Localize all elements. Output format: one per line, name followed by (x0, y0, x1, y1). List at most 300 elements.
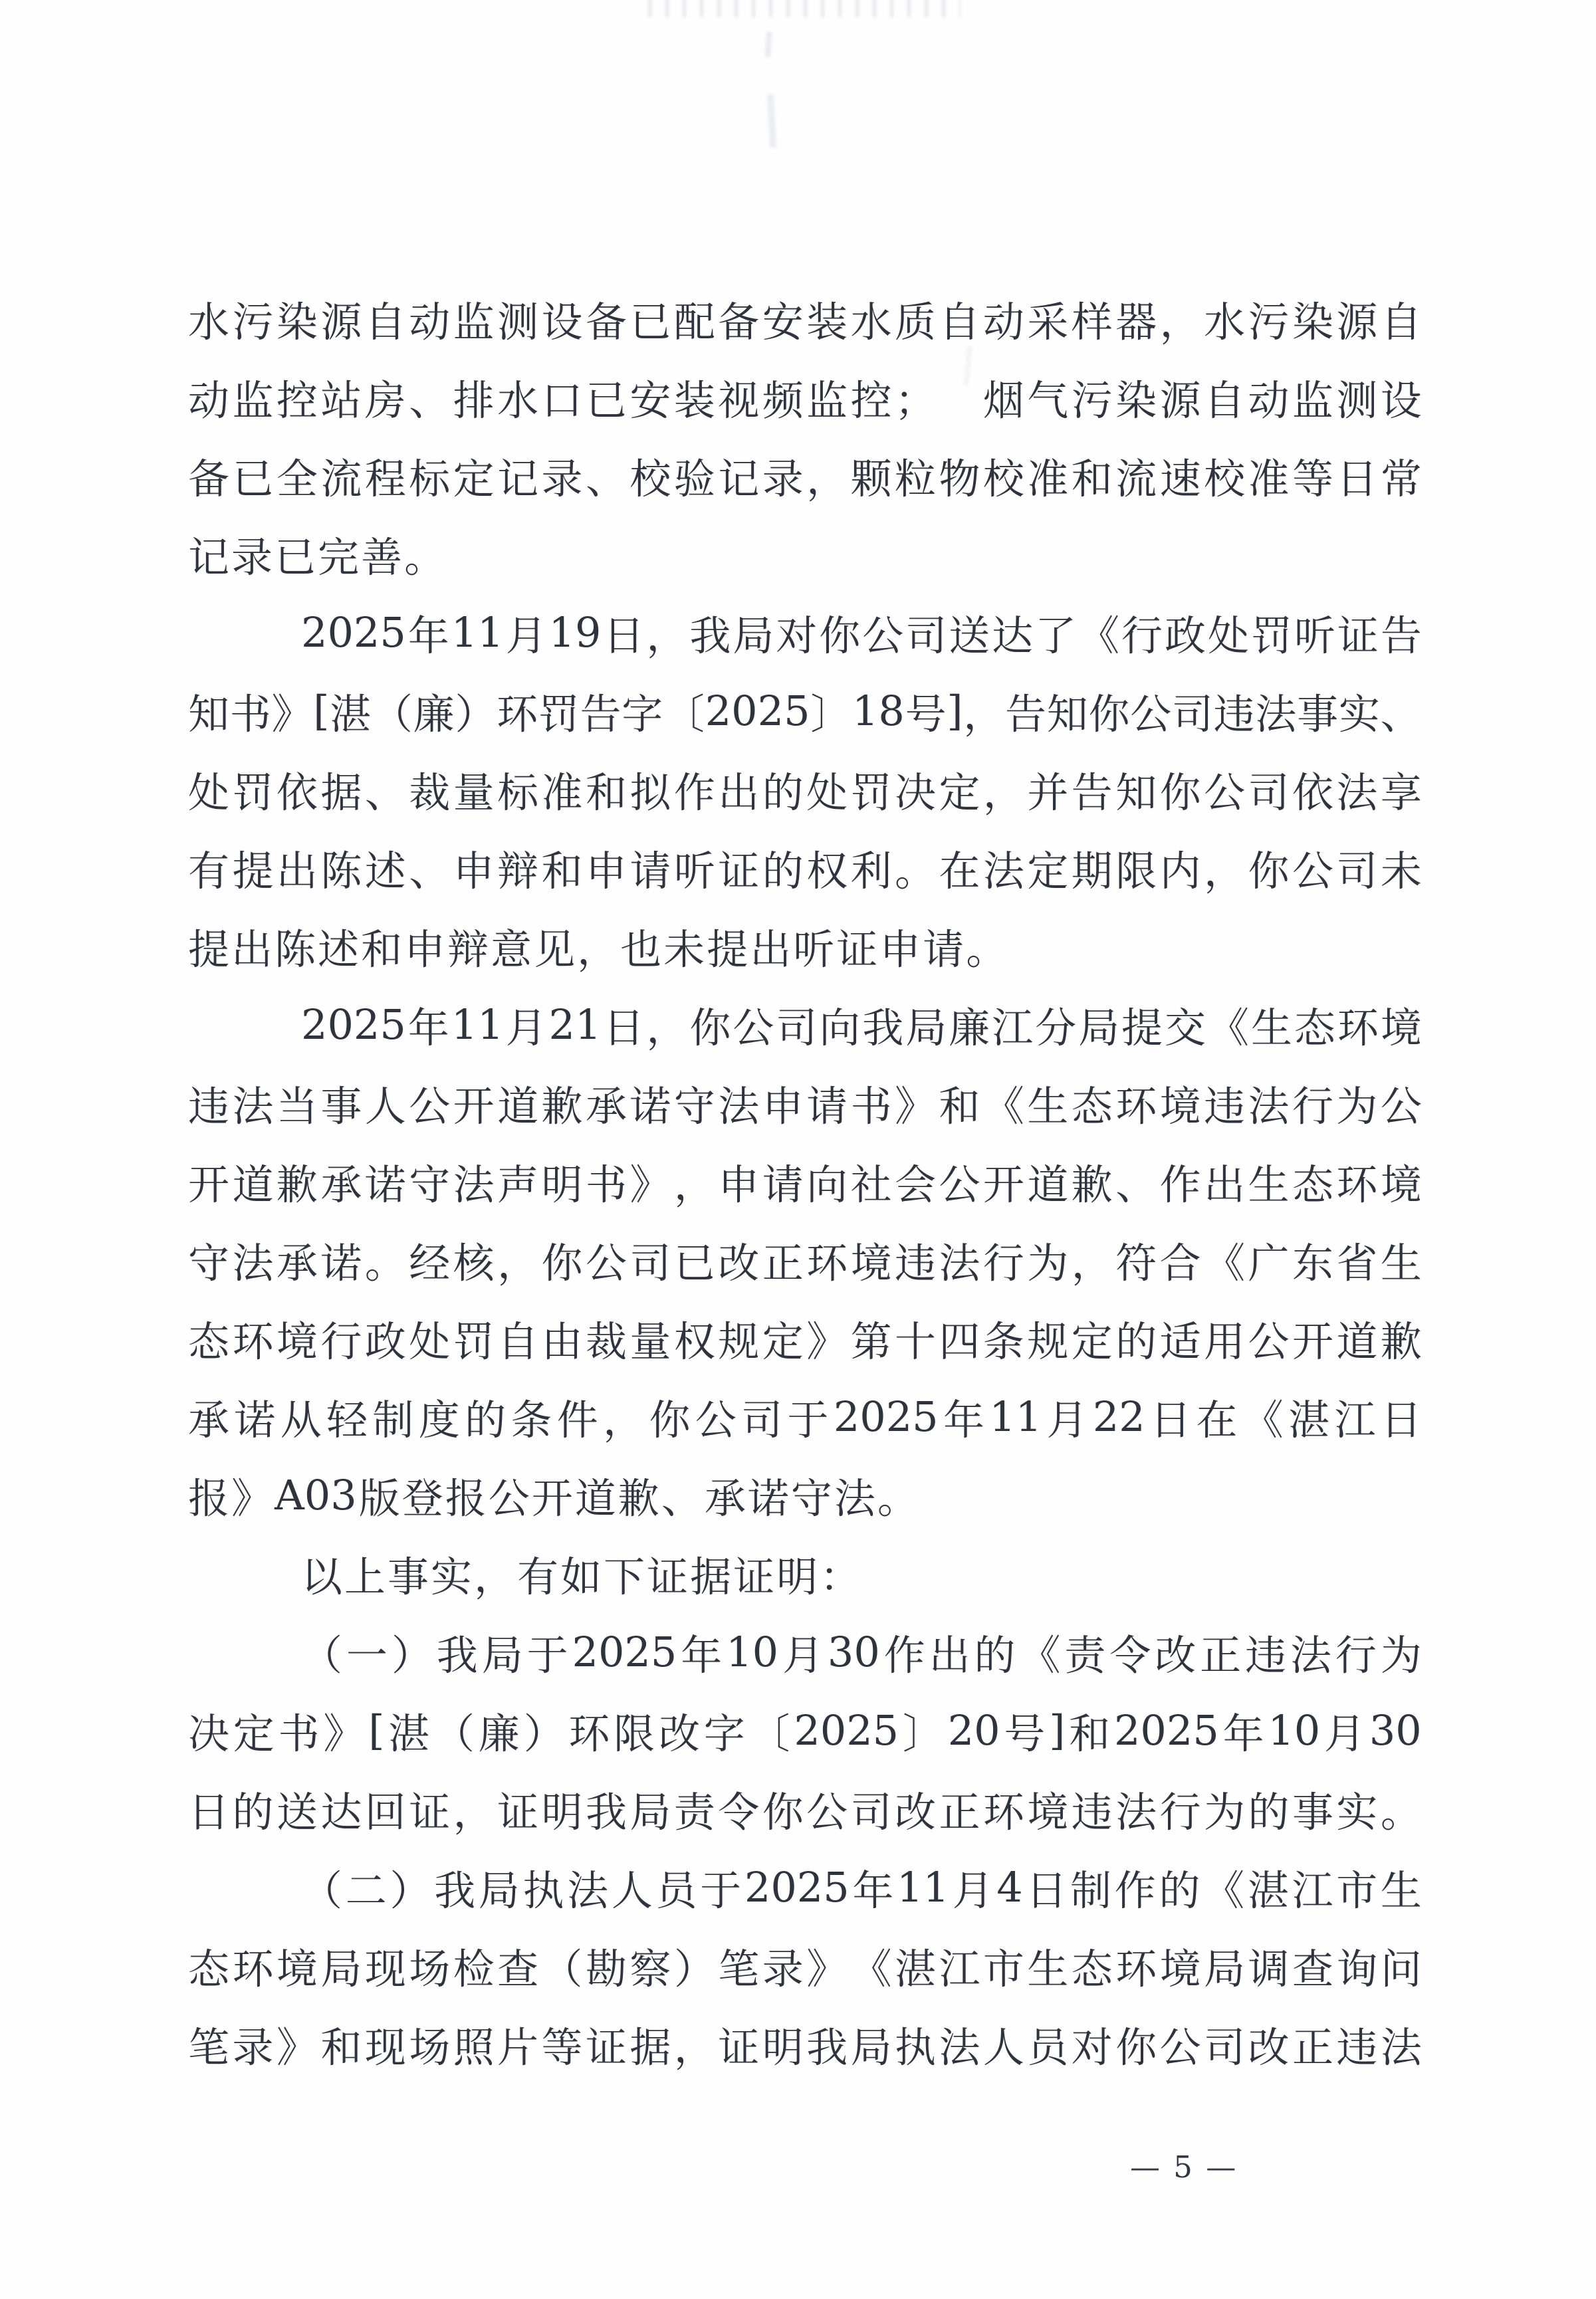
text-glyph: 诺 (234, 1395, 276, 1444)
text-glyph: 守 (790, 1474, 832, 1523)
text-line (188, 1456, 1422, 1534)
text-glyph: 省 (1336, 1238, 1378, 1287)
text-glyph: 并 (1027, 768, 1069, 817)
text-glyph: 人 (611, 1866, 653, 1915)
text-glyph: 局 (320, 1944, 362, 1993)
text-glyph: 18 (852, 686, 905, 735)
text-glyph: 字 (622, 689, 663, 738)
text-line (188, 1926, 1422, 2005)
text-glyph: A03 (275, 1470, 357, 1519)
text-glyph: 年 (943, 1395, 984, 1444)
text-line (188, 671, 1422, 750)
text-glyph: 述 (364, 846, 406, 895)
text-glyph: 道 (1336, 1317, 1378, 1366)
text-glyph: 定 (939, 768, 980, 817)
text-glyph: 责 (1064, 1630, 1106, 1680)
text-glyph: 你 (1248, 846, 1290, 895)
text-glyph: 笔 (188, 2023, 230, 2072)
text-glyph: 局 (1204, 1944, 1246, 1993)
text-glyph: 年 (407, 1003, 449, 1052)
text-glyph: 、 (585, 454, 627, 503)
text-glyph: 实 (1338, 689, 1380, 738)
text-glyph: 〔 (663, 689, 705, 738)
text-glyph: ） (391, 1630, 433, 1680)
text-glyph: 等 (541, 2023, 583, 2072)
text-glyph: 湛 (388, 1709, 430, 1758)
text-glyph: 我 (862, 1003, 904, 1052)
text-glyph: 环 (1115, 1081, 1157, 1131)
text-glyph: 物 (939, 454, 980, 503)
text-glyph: 出 (718, 768, 760, 817)
text-glyph: 向 (806, 1160, 848, 1209)
text-glyph: 流 (1115, 454, 1157, 503)
text-glyph: 经 (409, 1238, 451, 1287)
text-glyph: 公 (1292, 846, 1333, 895)
text-glyph: 员 (655, 1866, 697, 1915)
text-glyph: 口 (541, 376, 583, 425)
text-glyph: 号 (1004, 1709, 1046, 1758)
text-glyph: 和 (1071, 454, 1113, 503)
text-glyph: 据 (690, 1552, 732, 1601)
text-glyph: 我 (806, 2023, 848, 2072)
text-glyph: 也 (620, 925, 662, 974)
text-glyph: 《 (1242, 1395, 1284, 1444)
text-glyph: 诺 (629, 1081, 671, 1131)
text-glyph: 境 (276, 1317, 318, 1366)
text-glyph: 设 (541, 297, 583, 346)
text-line (188, 358, 1422, 436)
text-glyph: 道 (232, 1160, 274, 1209)
text-glyph: 陈 (275, 925, 316, 974)
text-glyph: 准 (1027, 454, 1069, 503)
text-glyph: ， (646, 1003, 688, 1052)
text-glyph: 违 (895, 1238, 937, 1287)
text-glyph: 湛 (895, 1944, 937, 1993)
text-glyph: 行 (1335, 1630, 1377, 1680)
text-glyph: 》 (895, 1081, 937, 1131)
text-glyph: 公 (1204, 768, 1246, 817)
text-glyph: 法 (232, 1081, 274, 1131)
text-glyph: 公 (733, 1003, 774, 1052)
text-glyph: 法 (567, 1866, 609, 1915)
text-glyph: 司 (1248, 768, 1290, 817)
text-glyph: 达 (992, 611, 1034, 660)
text-glyph: 下 (604, 1552, 645, 1601)
text-glyph: 、 (409, 846, 451, 895)
text-glyph: 守 (409, 1160, 451, 1209)
text-glyph: 控 (850, 376, 892, 425)
text-glyph: 《 (1204, 1238, 1246, 1287)
text-glyph: 报 (188, 1474, 230, 1523)
text-glyph: 11 (897, 1862, 949, 1912)
text-glyph: 上 (344, 1552, 386, 1601)
text-glyph: 察 (629, 1944, 671, 1993)
text-line (188, 279, 1422, 358)
text-glyph: 21 (548, 1000, 602, 1049)
text-glyph: 污 (1071, 376, 1113, 425)
text-glyph: 30 (827, 1627, 880, 1676)
text-glyph: ] (1049, 1705, 1066, 1755)
text-glyph: 制 (1070, 1866, 1112, 1915)
text-glyph: 水 (497, 376, 539, 425)
text-glyph: 月 (1324, 1709, 1366, 1758)
text-glyph: 30 (1369, 1705, 1422, 1755)
text-line (188, 1848, 1422, 1926)
text-glyph: 歉 (1380, 1317, 1422, 1366)
text-glyph: 年 (852, 1866, 894, 1915)
text-glyph: 分 (1035, 1003, 1077, 1052)
text-glyph: 裁 (585, 1317, 627, 1366)
text-line (188, 1612, 1422, 1691)
text-glyph: 局 (733, 611, 774, 660)
text-glyph: 申 (879, 925, 921, 974)
text-glyph: 法 (718, 1081, 760, 1131)
text-glyph: 以 (301, 1552, 343, 1601)
text-glyph: 2025 (744, 1862, 850, 1912)
text-line (188, 514, 1422, 593)
text-glyph: 改 (1155, 1630, 1197, 1680)
text-glyph: 11 (451, 607, 504, 657)
text-glyph: 局 (629, 1787, 671, 1836)
text-glyph: 司 (629, 1238, 671, 1287)
text-line (188, 1691, 1422, 1769)
text-glyph: 法 (1248, 1081, 1290, 1131)
text-glyph: 视 (718, 376, 760, 425)
text-glyph: 局 (850, 2023, 892, 2072)
text-glyph: 违 (1245, 1630, 1287, 1680)
text-glyph: 生 (1027, 1944, 1069, 1993)
text-glyph: 态 (1294, 1003, 1335, 1052)
text-glyph: 颗 (850, 454, 892, 503)
text-glyph: 环 (232, 1944, 274, 1993)
text-glyph: 22 (1092, 1392, 1145, 1441)
text-glyph: 知 (188, 689, 230, 738)
text-glyph: （ (301, 1630, 343, 1680)
text-glyph: 当 (276, 1081, 318, 1131)
text-glyph: 权 (806, 846, 848, 895)
text-glyph: 标 (497, 768, 539, 817)
text-glyph: 4 (996, 1862, 1023, 1912)
text-glyph: 告 (1005, 689, 1047, 738)
text-glyph: 事 (388, 1552, 429, 1601)
text-glyph: 勘 (585, 1944, 627, 1993)
text-glyph: 罚 (1250, 611, 1292, 660)
text-glyph: 已 (629, 297, 671, 346)
text-glyph: 《 (982, 1081, 1024, 1131)
text-glyph: 法 (1380, 2023, 1422, 2072)
text-glyph: 出 (750, 925, 792, 974)
text-glyph: 录 (231, 532, 273, 582)
text-glyph: 实 (1336, 1787, 1378, 1836)
text-glyph: 于 (700, 1866, 742, 1915)
text-glyph: 环 (568, 1709, 610, 1758)
text-glyph: 提 (188, 925, 230, 974)
text-glyph: 利 (850, 846, 892, 895)
text-line (188, 2005, 1422, 2083)
text-glyph: 符 (1115, 1238, 1157, 1287)
text-glyph: 等 (1292, 454, 1333, 503)
text-glyph: 违 (1071, 1787, 1113, 1836)
text-glyph: ） (523, 1709, 565, 1758)
text-glyph: 未 (663, 925, 705, 974)
text-glyph: 月 (1046, 1395, 1088, 1444)
text-glyph: 事 (1297, 689, 1339, 738)
text-glyph: 湛 (1288, 1395, 1330, 1444)
document-body (188, 279, 1422, 2083)
text-glyph: 道 (574, 1474, 616, 1523)
text-glyph: 为 (1027, 1238, 1069, 1287)
text-glyph: 生 (1027, 1081, 1069, 1131)
text-glyph: 于 (787, 1395, 829, 1444)
text-glyph: 公 (806, 1787, 848, 1836)
text-glyph: 作 (1159, 1160, 1201, 1209)
text-glyph: 水 (1204, 297, 1246, 346)
text-glyph: 月 (952, 1866, 994, 1915)
text-glyph: 录 (232, 2023, 274, 2072)
text-glyph: 合 (1159, 1238, 1201, 1287)
text-glyph: 申 (453, 846, 495, 895)
text-glyph: 20 (947, 1705, 1000, 1755)
text-glyph: 你 (1159, 768, 1201, 817)
text-glyph: 和 (585, 768, 627, 817)
text-glyph: 我 (436, 1630, 478, 1680)
text-glyph: 已 (232, 454, 274, 503)
text-glyph: 有 (188, 846, 230, 895)
text-glyph: 事 (1292, 1787, 1333, 1836)
text-glyph: 、 (661, 1474, 703, 1523)
text-glyph: 违 (1213, 689, 1255, 738)
text-glyph: 和 (541, 846, 583, 895)
text-glyph: 明 (762, 2023, 804, 2072)
text-glyph: 环 (1336, 1160, 1378, 1209)
text-glyph: 》 (806, 1317, 848, 1366)
text-glyph: 送 (949, 611, 990, 660)
text-line (188, 985, 1422, 1063)
text-glyph: 动 (982, 297, 1024, 346)
text-glyph: 为 (1336, 1081, 1378, 1131)
text-glyph: 正 (1200, 1630, 1242, 1680)
text-glyph: 准 (1248, 454, 1290, 503)
text-glyph: 申 (718, 1160, 760, 1209)
text-glyph: ， (673, 1160, 715, 1209)
text-glyph: （ (433, 1709, 475, 1758)
text-glyph: 字 (703, 1709, 745, 1758)
text-glyph: 责 (673, 1787, 715, 1836)
text-glyph: 公 (1380, 1081, 1422, 1131)
text-glyph: ] (947, 686, 963, 735)
text-glyph: 2025 (705, 686, 810, 735)
text-glyph: 行 (1121, 611, 1163, 660)
text-glyph: 违 (1336, 2023, 1378, 2072)
text-glyph: 裁 (409, 768, 451, 817)
text-glyph: 站 (320, 376, 362, 425)
text-glyph: 陈 (320, 846, 362, 895)
text-glyph: 全 (276, 454, 318, 503)
text-glyph: 据 (320, 768, 362, 817)
text-glyph: 江 (1334, 1395, 1376, 1444)
text-glyph: ； (895, 376, 937, 425)
text-glyph: 日 (1150, 1395, 1192, 1444)
text-glyph: 装 (673, 376, 715, 425)
text-glyph: ， (497, 1238, 539, 1287)
text-glyph: 的 (465, 1395, 507, 1444)
text-line (188, 1299, 1422, 1377)
text-glyph: 听 (673, 846, 715, 895)
text-glyph: 房 (364, 376, 406, 425)
text-glyph: 、 (364, 768, 406, 817)
text-glyph: 法 (982, 846, 1024, 895)
text-glyph: 承 (704, 1474, 746, 1523)
text-glyph: 态 (1071, 1944, 1113, 1993)
text-glyph: 适 (1159, 1317, 1201, 1366)
text-glyph: 《 (1203, 1866, 1245, 1915)
text-glyph: 照 (453, 2023, 495, 2072)
text-glyph: 你 (649, 1395, 691, 1444)
text-glyph: 和 (1069, 1709, 1111, 1758)
text-glyph: 现 (364, 2023, 406, 2072)
text-glyph: ， (474, 1552, 516, 1601)
text-glyph: 定 (1071, 1317, 1113, 1366)
text-glyph: 质 (895, 297, 937, 346)
text-glyph: 流 (320, 454, 362, 503)
text-glyph: 境 (1380, 1160, 1422, 1209)
text-glyph: 广 (1248, 1238, 1290, 1287)
text-glyph: 内 (1159, 846, 1201, 895)
text-glyph: 罚 (232, 768, 274, 817)
text-glyph: 监 (806, 376, 848, 425)
text-glyph: 出 (276, 846, 318, 895)
text-glyph: 定 (762, 1317, 804, 1366)
text-glyph: 司 (850, 1787, 892, 1836)
text-glyph: 设 (1380, 376, 1422, 425)
text-glyph: 政 (1165, 611, 1206, 660)
text-glyph: 笔 (718, 1944, 760, 1993)
text-glyph: 司 (1336, 846, 1378, 895)
text-glyph: 告 (1380, 611, 1422, 660)
text-glyph: 明 (541, 1787, 583, 1836)
text-glyph: 作 (673, 768, 715, 817)
text-glyph: 事 (320, 1081, 362, 1131)
text-glyph: 提 (1121, 1003, 1163, 1052)
text-glyph: 行 (1292, 1081, 1333, 1131)
text-glyph: 器 (1115, 297, 1157, 346)
text-glyph: 。 (877, 1474, 919, 1523)
text-glyph: 污 (232, 297, 274, 346)
text-glyph: 的 (762, 768, 804, 817)
text-glyph: 诺 (364, 1160, 406, 1209)
text-glyph: 行 (982, 1238, 1024, 1287)
text-glyph: 2025 (301, 1000, 406, 1049)
text-glyph: [ (368, 1705, 385, 1755)
text-glyph: 环 (806, 1238, 848, 1287)
text-glyph: 年 (1222, 1709, 1264, 1758)
text-glyph: 正 (762, 1238, 804, 1287)
text-glyph: 2025 (1113, 1705, 1219, 1755)
text-glyph: 执 (895, 2023, 937, 2072)
text-glyph: 》 (231, 1474, 273, 1523)
text-glyph: 会 (895, 1160, 937, 1209)
text-glyph: 处 (1207, 611, 1249, 660)
text-glyph: 录 (541, 454, 583, 503)
text-glyph: ， (577, 925, 619, 974)
text-line (188, 1534, 1422, 1612)
text-glyph: 水 (850, 297, 892, 346)
text-glyph: 请 (806, 1081, 848, 1131)
text-line (188, 1220, 1422, 1299)
text-glyph: 条 (982, 1317, 1024, 1366)
text-glyph: 版 (358, 1474, 400, 1523)
text-glyph: 态 (188, 1944, 230, 1993)
text-glyph: 书 (278, 1709, 320, 1758)
text-glyph: 社 (850, 1160, 892, 1209)
text-glyph: 采 (1027, 297, 1069, 346)
text-glyph: 日 (603, 611, 645, 660)
text-glyph: 态 (1071, 1081, 1113, 1131)
text-glyph: 正 (1292, 2023, 1333, 2072)
text-glyph: 法 (232, 1238, 274, 1287)
text-glyph: 改 (895, 1787, 937, 1836)
text-glyph: 态 (188, 1317, 230, 1366)
text-glyph: 装 (806, 297, 848, 346)
text-glyph: ， (673, 2023, 715, 2072)
text-glyph: 书 (850, 1081, 892, 1131)
text-glyph: ， (1159, 297, 1201, 346)
text-glyph: 告 (1071, 768, 1113, 817)
text-glyph: 法 (1290, 1630, 1332, 1680)
text-glyph: 罚 (453, 1317, 495, 1366)
text-glyph: 烟 (982, 376, 1024, 425)
text-line (188, 1377, 1422, 1456)
text-glyph: 境 (276, 1944, 318, 1993)
text-glyph: 你 (1088, 689, 1130, 738)
text-glyph: 听 (1294, 611, 1335, 660)
text-glyph: 你 (762, 1787, 804, 1836)
text-glyph: 第 (850, 1317, 892, 1366)
text-glyph: ， (453, 1787, 495, 1836)
text-glyph: ， (1204, 846, 1246, 895)
text-glyph: 记 (497, 454, 539, 503)
text-glyph: 证 (733, 1552, 775, 1601)
text-glyph: 述 (318, 925, 360, 974)
text-glyph: 备 (188, 454, 230, 503)
text-glyph: 东 (1292, 1238, 1333, 1287)
text-glyph: 湛 (330, 689, 372, 738)
text-glyph: 人 (982, 2023, 1024, 2072)
text-glyph: 染 (1115, 376, 1157, 425)
text-glyph: 对 (776, 611, 818, 660)
text-glyph: 11 (989, 1392, 1042, 1441)
text-glyph: 司 (1171, 689, 1213, 738)
text-glyph: 环 (1115, 1944, 1157, 1993)
text-glyph: 日 (188, 1787, 230, 1836)
text-glyph: 、 (1115, 1160, 1157, 1209)
text-glyph: 粒 (895, 454, 937, 503)
text-glyph: 江 (992, 1003, 1034, 1052)
text-glyph: 2025 (572, 1627, 677, 1676)
text-glyph: 市 (982, 1944, 1024, 1993)
text-glyph: 法 (453, 1160, 495, 1209)
text-glyph: 道 (497, 1081, 539, 1131)
text-glyph: 局 (1078, 1003, 1120, 1052)
text-glyph: 改 (718, 1238, 760, 1287)
text-glyph: 生 (1250, 1003, 1292, 1052)
text-glyph: 。 (966, 925, 1008, 974)
text-glyph: 期 (1071, 846, 1113, 895)
text-glyph: 处 (806, 768, 848, 817)
text-glyph: 2025 (794, 1705, 899, 1755)
text-glyph: 辩 (497, 846, 539, 895)
text-glyph: 的 (974, 1630, 1016, 1680)
